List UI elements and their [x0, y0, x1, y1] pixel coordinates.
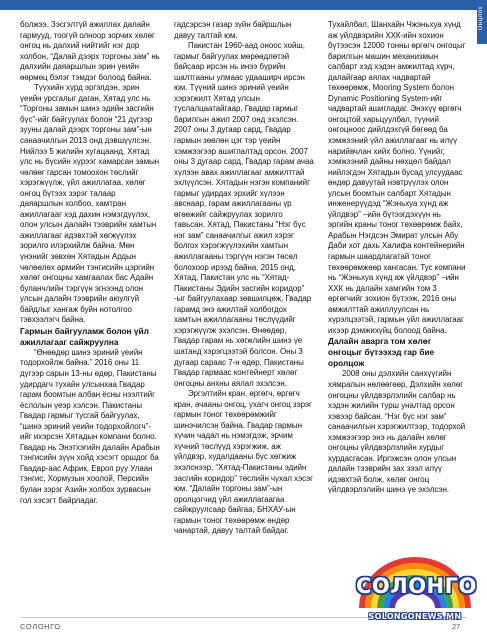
- logo-url: SOLONGONEWS.MN: [368, 612, 462, 621]
- footer-publication-name: СОЛОНГО: [20, 622, 61, 631]
- top-color-bar: [0, 0, 487, 10]
- body-paragraph: гадсэрсэн газар зүйн байршлын давуу талтай юм.: [174, 20, 292, 40]
- article-column-2: [174, 20, 314, 612]
- body-paragraph: болжээ. Зэсгэлтүй ажиллах далайн гармууд, тоогүй олноор зорчих хөлөг онгоц нь далхий нийтийг нэг дор холбон, “Далай дээрх торгоны зам” нь далхийн даяаршлын эрин үеийн өөрмөц бэлэг тэмдэг болоод байна.: [20, 20, 160, 82]
- article-column-1: [20, 20, 160, 612]
- body-paragraph: “Өнөөдөр шинэ эриний үеийн тодорхойлж байна.” 2016 оны 11 дүгээр сарын 13-ны өдөр, Пакистаны удирдагч тухайн улсынхаа Гвадар гарам боомтын албан ёсны нээлтийг ёслолын үеэр хэлсэн. Пакистаны Гвадар гармыг тусгай байгуулах, “шинэ эриний үеийн тодорхойлогч”-ийг ихэрсэн Хятадын компани болно. Гвадар нь Энэтхэгийн далайн Арабын тэнгисийн зүүн хойд хэсэгт оршдог ба Гвадар-ааc Aфрик, Европ руу Улаан тэнгис, Хормузын хоолой, Персийн булан зэрэг Азийн холбох зурвасын гол хэсэгт байрладаг.: [20, 347, 160, 505]
- body-paragraph: Пакистан 1960-аад оноос хойш, гармыг байгуулах мөрөөдлөтэй байсаар ирсэн нь инээ бүрийн шалтгааны улмаас удааширч ирсэн юм. Түүний шинэ эриний үеийн хэрэгжилт Хятад улсын туслалцаатайгаар, Гвадар гармыг барилгын ажил 2007 онд эхэлсэн. 2007 оны 3 дугаар сард, Гвадар гармын зөөлөн цэг тэр үеийн хэмжээгээр ашиглалтад орсон. 2007 оны 3 дугаар сард, Гвадар гарам ачаа хүлээн авах ажиллагааг амжилттай эхлүүлсэн. Хятадын нэгэн компанийг гармыг удирдах эрхийг хүлээн авснаар, гарам ажиллагааны үр өгөөжийг сайжруулах зорилго тавьсан. Хятад, Пакистаны “Нэг бүс нэг зам” санаачилгыг ажил хэрэг болгох хэрэгжүүлэхийн хамтын ажиллагааны тэргүүн нэгэн төсөл болохоор ирээд байна. 2015 онд, Хятад, Пакистан улс нь “Хятад-Пакистаны Эдийн засгийн коридор” -ыг байгуулахаар зөвшилцөж, Гвадар гарамд энэ ажилтай холбогдох хамтын ажиллагааны төслүүдийг хэрэгжүүлж эхэлсэн. Өнөөдөр, Гвадар гарам нь хөгжлийн шинэ үе шатанд хэрэгцээтэй болсон. Оны 3 дугаар сараас 7-н өдөр, Пакистаны Гвадар гармаас контейнерт хөлөг онгоцны анхны аялал эхэлсэн.: [174, 41, 314, 388]
- article-column-3: [328, 20, 466, 612]
- page-number: 27: [452, 622, 461, 631]
- body-paragraph: Тухайлбал, Шанхайн Чжэньхуа хүнд аж үйлдвэрийн ХХК-ийн хохион бүтээсэн 12000 тонны өргөгч онгоцыг барилгын машин механизмын салбарт хэд хэдэн амжилтад хүрч, далайгаар аялах чадвартай төхөөрөмж, Mooring System болон Dynamic Positioning System-ийг чадвартай ашигладаг. Энэхүү өргөгч онгоцтой харьцуулбал, түүний онгоцноос дийлдэхгүй бөгөөд ба хэмжээний үйл ажиллагааг нь илүү нарийвчлан хийх болно. Үүнийг, хэмжээний дайны нөхцөл байдал нийлэгдэн Хятадын бусад улсуудаас өндөр давуутай нэвтрүүлэх олон улсын боомтын салбарт Хятадын инженерүүдэд “Жэньхуа хүнд аж үйлдвэр” –ийн бүтээгдэхүүн нь эргийн краны тоног төхөөрөмж байх, Арабын Нэгдсэн Эмират улсын Абу Даби хот дахь Халифа контейнерийн гармын шаардлагатай тоног төхөөрөмжөөр хангасан. Тус компани нь “Жэньхуа хүнд аж үйлдвэр” –ийн ХХК нь далайн хамгийн том 3 өргөгчийг зохион бүтээж, 2016 оны амжилттай ажиллуулсан нь хүрэлцээтэй, гармын үйл ажиллагааг ихээр дэмжихүйц болоод байна.: [328, 20, 466, 335]
- logo-wordmark: СОЛОНГО: [356, 574, 477, 598]
- article-columns: [0, 20, 487, 612]
- side-tab-label: Онцлох: [478, 6, 484, 31]
- solongo-logo: [356, 556, 477, 636]
- body-paragraph: Эргэлтийн кран, өргөгч, өргөгч кран, ачааны онгоц, ухагч онгоц зэрэг гармын тоног төхөөрөмжийг шинэчилсэн байна. Гвадар гармын хүчин чадал нь нэмэгдэж, эрчим хүчний төслүүд хэрэгжиж, аж үйлдвэр, худалдааны бүс хөгжиж эхэлснээр, “Хятад-Пакистаны эдийн засгийн коридор” төслийн чухал хэсэг юм. “Далайн торгоны зам”-ын оролцогчид үйл ажиллагаагаа сайжруулсаар байгаа, БНХАУ-ын гармын тоног төхөөрөмж өндөр чанартай, давуу талтай байдаг.: [174, 389, 314, 536]
- body-paragraph: 2008 оны дэлхийн санхүүгийн хямралын нөлөөгөөр, Дэлхийн хөлөг онгоцны үйлдвэрлэлийн салбар нь хэдэн жилийн турш уналтад орсон хэвээр байсан. “Нэг бүс нэг зам” санаачилгын хэрэгжилтээр, тодорхой хэмжээгээр энэ нь далайн хөлөг онгоцны үйлдвэрлэлийн хурдыг хурдасгасан. Иргэжсэн олон улсын далайн тээврийн зах зээл илүү идэвхтэй болж, хөлөг онгоц үйлдвэрлэлийн шинэ үе эхэлсэн.: [328, 369, 466, 495]
- body-paragraph: Түүхийн хүрд эргэлдэн, эрин үеийн урсгалыг даган, Хятад улс нь “Торгоны замын шинэ эдийн засгийн бүс”-ийг байгуулах болон “21 дүгээр зууны далай дээрх торгоны зам”-ын санаачилгын 2013 онд дэвшүүлсэн. Нийлээ 5 жилийн хугацаанд, Хятад улс нь бүсийн хүрээг хамарсан замын чөлөөг гарсан томоохон төслийг хэрэгжүүлж, үйл ажиллагаа, хөлөг онгоц бүтээх зэрэг талаар даяаршлын холбоо, хамтран ажиллагааг хэд дахин нэмэгдүүлэх, олон улсын далайн тээврийн хамтын ажиллагааг идэвхтэй хөгжүүлэх зорилго илэрхийлж байна. Мөн үнэнийг зөвхөн Хятадын Ардын чөлөөлөх армийн тэнгисийн цэргийн хөлөг онгоцны хамгаалах бас Aдайн буланчлийн тэргүүн эгнээнд олон улсын далайн тээврийн аюулгүй байдлыг хангаж буйн нотолгоо тэвхээлэгч байна.: [20, 83, 160, 325]
- section-heading: Далайн аварга том хөлөг онгоцыг бүтээхэд гар бие оролцож: [328, 336, 435, 369]
- section-heading: Гармын байгууламж болон үйл ажиллагааг сайжруулна: [20, 325, 149, 347]
